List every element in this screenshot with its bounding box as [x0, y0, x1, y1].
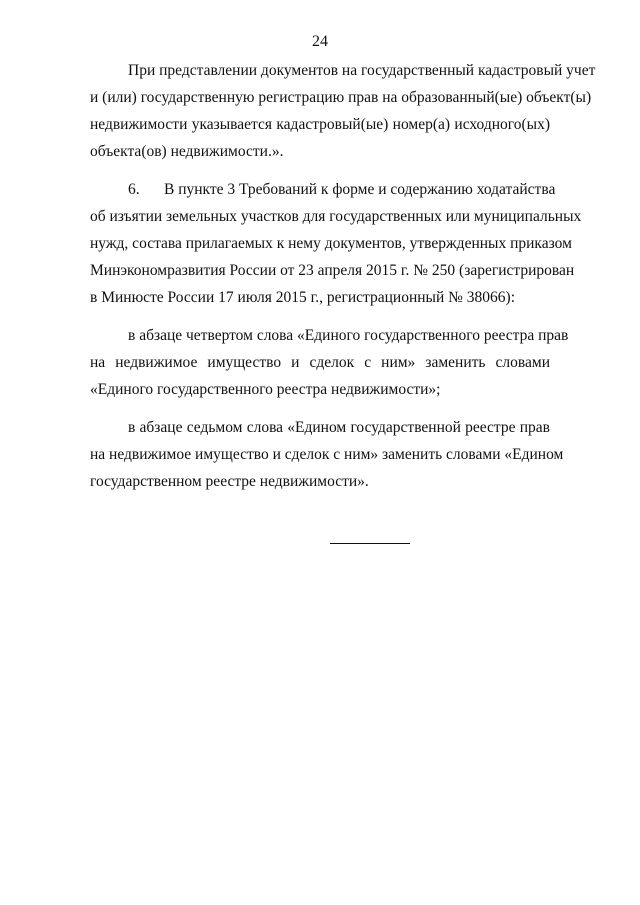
text-line-content: В пункте 3 Требований к форме и содержанию ходатайства: [164, 181, 556, 198]
text-line: в абзаце четвертом слова «Единого государственного реестра прав: [128, 327, 569, 344]
text-line: «Единого государственного реестра недвижимости»;: [90, 381, 441, 398]
text-line: на недвижимое имущество и сделок с ним» заменить словами: [90, 354, 550, 371]
page-number: 24: [312, 33, 328, 50]
paragraph-amendment-4: [90, 322, 569, 403]
paragraph-continuation: [90, 57, 596, 165]
text-line: в Минюсте России 17 июля 2015 г., регистрационный № 38066):: [90, 289, 516, 306]
end-of-document-rule: [330, 543, 410, 544]
text-line: государственном реестре недвижимости».: [90, 473, 369, 490]
document-body: [90, 57, 596, 506]
text-line: на недвижимое имущество и сделок с ним» заменить словами «Едином: [90, 446, 564, 463]
paragraph-amendment-7: [90, 414, 564, 495]
text-line: При представлении документов на государственный кадастровый учет: [128, 62, 596, 79]
text-line: и (или) государственную регистрацию прав на образованный(ые) объект(ы): [90, 89, 592, 106]
text-line: в абзаце седьмом слова «Едином государственной реестре прав: [128, 419, 550, 436]
item-number: 6.: [128, 181, 140, 198]
text-line: нужд, состава прилагаемых к нему документов, утвержденных приказом: [90, 235, 572, 252]
paragraph-item-6: [90, 176, 582, 311]
text-line: объекта(ов) недвижимости.».: [90, 143, 284, 160]
text-line: [90, 176, 556, 203]
text-line: Минэкономразвития России от 23 апреля 2015 г. № 250 (зарегистрирован: [90, 262, 575, 279]
text-line: об изъятии земельных участков для государственных или муниципальных: [90, 208, 582, 225]
text-line: недвижимости указывается кадастровый(ые) номер(а) исходного(ых): [90, 116, 550, 133]
